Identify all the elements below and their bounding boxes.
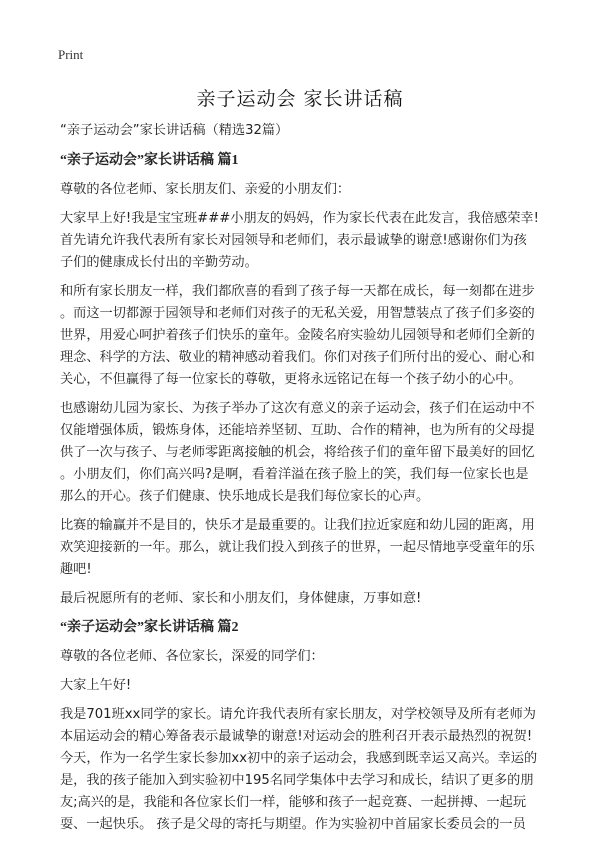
paragraph	[60, 515, 580, 581]
document-body	[60, 120, 580, 843]
paragraph	[60, 704, 580, 836]
paragraph	[60, 675, 580, 697]
text-line: 理念、科学的方法、敬业的精神感动着我们。你们对孩子们所付出的爱心、耐心和	[60, 350, 535, 365]
text-line: 供了一次与孩子、与老师零距离接触的机会，将给孩子们的童年留下最美好的回忆	[60, 445, 535, 460]
text-line: 子们的健康成长付出的辛勤劳动。	[60, 255, 258, 270]
text-line: 趣吧!	[60, 562, 92, 577]
section-heading: “亲子运动会”家长讲话稿 篇2	[60, 620, 239, 635]
text-line: 比赛的输赢并不是目的，快乐才是最重要的。让我们拉近家庭和幼儿园的距离，用	[60, 518, 535, 533]
text-line: 也感谢幼儿园为家长、为孩子举办了这次有意义的亲子运动会，孩子们在运动中不	[60, 401, 535, 416]
text-line: 我是701班xx同学的家长。请允许我代表所有家长朋友，对学校领导及所有老师为	[60, 707, 536, 722]
text-line: 仅能增强体质，锻炼身体，还能培养坚韧、互助、合作的精神，也为所有的父母提	[60, 423, 535, 438]
text-line: 大家早上好!我是宝宝班###小朋友的妈妈，作为家长代表在此发言，我倍感荣幸!	[60, 211, 539, 226]
text-line: 首先请允许我代表所有家长对园领导和老师们，表示最诚挚的谢意!感谢你们为孩	[60, 233, 527, 248]
text-line: 大家上午好!	[60, 678, 132, 693]
text-line: 尊敬的各位老师、各位家长，深爱的同学们：	[60, 649, 324, 664]
text-line: 和所有家长朋友一样，我们都欣喜的看到了孩子每一天都在成长，每一刻都在进步	[60, 284, 535, 299]
text-line: 。而这一切都源于园领导和老师们对孩子的无私关爱，用智慧装点了孩子们多姿的	[60, 306, 535, 321]
text-line: 本届运动会的精心筹备表示最诚挚的谢意!对运动会的胜利召开表示最热烈的祝贺!	[60, 729, 533, 744]
paragraph	[60, 588, 580, 610]
paragraph	[60, 281, 580, 391]
text-line: 那么的开心。孩子们健康、快乐地成长是我们每位家长的心声。	[60, 489, 430, 504]
document-subtitle: “亲子运动会”家长讲话稿（精选32篇）	[60, 123, 289, 138]
text-line: 尊敬的各位老师、家长朋友们、亲爱的小朋友们：	[60, 182, 351, 197]
text-line: 今天，作为一名学生家长参加xx初中的亲子运动会，我感到既幸运又高兴。幸运的	[60, 751, 538, 766]
paragraph	[60, 179, 580, 201]
text-line: 欢笑迎接新的一年。那么，就让我们投入到孩子的世界，一起尽情地享受童年的乐	[60, 540, 535, 555]
text-line: 关心，不但赢得了每一位家长的尊敬，更将永远铭记在每一个孩子幼小的心中。	[60, 372, 522, 387]
text-line: 友;高兴的是，我能和各位家长们一样，能够和孩子一起竞赛、一起拼搏、一起玩	[60, 795, 527, 810]
page-title: 亲子运动会 家长讲话稿	[196, 88, 404, 110]
text-line: 耍、一起快乐。 孩子是父母的寄托与期望。作为实验初中首届家长委员会的一员	[60, 817, 526, 832]
paragraph	[60, 208, 580, 274]
print-link[interactable]: Print	[58, 47, 84, 62]
section-heading: “亲子运动会”家长讲话稿 篇1	[60, 153, 239, 168]
text-line: 最后祝愿所有的老师、家长和小朋友们，身体健康，万事如意!	[60, 591, 422, 606]
text-line: 是，我的孩子能加入到实验初中195名同学集体中去学习和成长，结识了更多的朋	[60, 773, 534, 788]
text-line: 世界，用爱心呵护着孩子们快乐的童年。金陵名府实验幼儿园领导和老师们全新的	[60, 328, 535, 343]
paragraph	[60, 646, 580, 668]
paragraph	[60, 398, 580, 508]
text-line: 。小朋友们，你们高兴吗?是啊，看着洋溢在孩子脸上的笑，我们每一位家长也是	[60, 467, 529, 482]
